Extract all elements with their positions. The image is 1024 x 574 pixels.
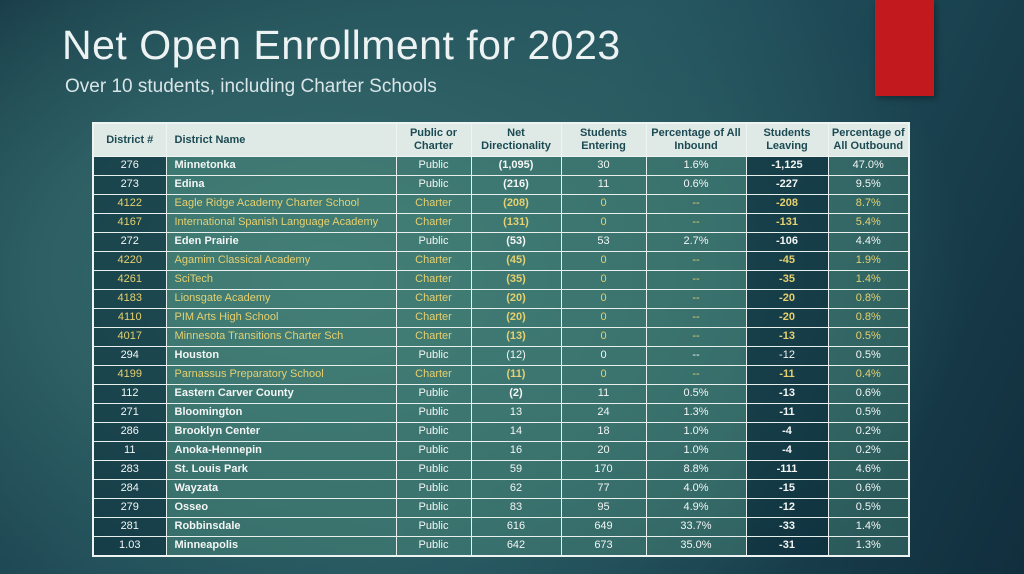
cell-district-name: Eden Prairie	[166, 233, 396, 252]
cell-net-directionality: (45)	[471, 252, 561, 271]
col-header-public-or-charter: Public or Charter	[396, 123, 471, 157]
cell-pct-outbound: 0.2%	[828, 442, 909, 461]
slide-title: Net Open Enrollment for 2023	[62, 22, 621, 68]
cell-public-or-charter: Public	[396, 537, 471, 557]
cell-students-leaving: -33	[746, 518, 828, 537]
cell-district-number: 4122	[93, 195, 166, 214]
cell-net-directionality: 14	[471, 423, 561, 442]
cell-pct-inbound: --	[646, 271, 746, 290]
cell-pct-inbound: --	[646, 214, 746, 233]
cell-students-entering: 0	[561, 214, 646, 233]
cell-district-name: Wayzata	[166, 480, 396, 499]
cell-students-leaving: -106	[746, 233, 828, 252]
cell-students-entering: 0	[561, 252, 646, 271]
cell-students-entering: 0	[561, 347, 646, 366]
cell-students-leaving: -20	[746, 290, 828, 309]
cell-students-leaving: -131	[746, 214, 828, 233]
cell-pct-inbound: 35.0%	[646, 537, 746, 557]
cell-district-name: Anoka-Hennepin	[166, 442, 396, 461]
table-row	[93, 157, 909, 176]
cell-district-number: 286	[93, 423, 166, 442]
cell-students-entering: 11	[561, 176, 646, 195]
cell-students-leaving: -11	[746, 366, 828, 385]
table-row	[93, 252, 909, 271]
cell-pct-outbound: 0.5%	[828, 404, 909, 423]
cell-net-directionality: (11)	[471, 366, 561, 385]
cell-district-name: Robbinsdale	[166, 518, 396, 537]
cell-public-or-charter: Public	[396, 518, 471, 537]
cell-pct-inbound: 2.7%	[646, 233, 746, 252]
table-body	[93, 157, 909, 557]
cell-district-number: 276	[93, 157, 166, 176]
cell-pct-outbound: 1.4%	[828, 271, 909, 290]
cell-district-number: 271	[93, 404, 166, 423]
table-row	[93, 423, 909, 442]
cell-students-leaving: -31	[746, 537, 828, 557]
cell-students-entering: 77	[561, 480, 646, 499]
cell-district-name: Osseo	[166, 499, 396, 518]
table-row	[93, 499, 909, 518]
cell-pct-inbound: --	[646, 252, 746, 271]
cell-district-name: Bloomington	[166, 404, 396, 423]
cell-students-entering: 0	[561, 290, 646, 309]
cell-district-number: 4199	[93, 366, 166, 385]
cell-pct-inbound: --	[646, 347, 746, 366]
cell-students-entering: 18	[561, 423, 646, 442]
cell-net-directionality: (1,095)	[471, 157, 561, 176]
table-row	[93, 385, 909, 404]
cell-pct-inbound: 8.8%	[646, 461, 746, 480]
cell-public-or-charter: Charter	[396, 214, 471, 233]
cell-district-name: Agamim Classical Academy	[166, 252, 396, 271]
cell-students-leaving: -227	[746, 176, 828, 195]
cell-students-leaving: -1,125	[746, 157, 828, 176]
cell-students-entering: 0	[561, 328, 646, 347]
cell-pct-inbound: 4.9%	[646, 499, 746, 518]
cell-net-directionality: (13)	[471, 328, 561, 347]
cell-district-number: 4183	[93, 290, 166, 309]
cell-public-or-charter: Charter	[396, 195, 471, 214]
cell-public-or-charter: Public	[396, 442, 471, 461]
cell-students-leaving: -11	[746, 404, 828, 423]
cell-public-or-charter: Public	[396, 157, 471, 176]
cell-pct-outbound: 0.5%	[828, 328, 909, 347]
cell-net-directionality: 59	[471, 461, 561, 480]
cell-district-number: 283	[93, 461, 166, 480]
enrollment-table	[92, 122, 910, 557]
cell-pct-outbound: 47.0%	[828, 157, 909, 176]
table-row	[93, 195, 909, 214]
table-row	[93, 347, 909, 366]
table-row	[93, 233, 909, 252]
cell-net-directionality: (208)	[471, 195, 561, 214]
cell-district-name: Parnassus Preparatory School	[166, 366, 396, 385]
cell-district-number: 4220	[93, 252, 166, 271]
cell-students-entering: 170	[561, 461, 646, 480]
table-row	[93, 537, 909, 557]
cell-net-directionality: (12)	[471, 347, 561, 366]
cell-public-or-charter: Public	[396, 480, 471, 499]
cell-students-leaving: -35	[746, 271, 828, 290]
cell-pct-inbound: 33.7%	[646, 518, 746, 537]
cell-district-number: 273	[93, 176, 166, 195]
cell-students-entering: 24	[561, 404, 646, 423]
cell-net-directionality: (35)	[471, 271, 561, 290]
table-row	[93, 404, 909, 423]
col-header-district-name: District Name	[166, 123, 396, 157]
cell-pct-inbound: --	[646, 366, 746, 385]
cell-district-number: 281	[93, 518, 166, 537]
col-header-students-entering: Students Entering	[561, 123, 646, 157]
cell-net-directionality: 16	[471, 442, 561, 461]
table-row	[93, 290, 909, 309]
table-row	[93, 366, 909, 385]
cell-public-or-charter: Public	[396, 176, 471, 195]
slide-subtitle: Over 10 students, including Charter Schools	[65, 76, 437, 97]
cell-pct-inbound: 1.0%	[646, 442, 746, 461]
col-header-students-leaving: Students Leaving	[746, 123, 828, 157]
cell-students-leaving: -12	[746, 347, 828, 366]
cell-pct-outbound: 0.6%	[828, 480, 909, 499]
table-row	[93, 480, 909, 499]
cell-pct-outbound: 1.9%	[828, 252, 909, 271]
cell-pct-inbound: --	[646, 195, 746, 214]
cell-district-number: 4017	[93, 328, 166, 347]
cell-net-directionality: (2)	[471, 385, 561, 404]
table-row	[93, 461, 909, 480]
cell-students-entering: 11	[561, 385, 646, 404]
cell-public-or-charter: Charter	[396, 309, 471, 328]
cell-pct-outbound: 4.4%	[828, 233, 909, 252]
cell-students-entering: 0	[561, 271, 646, 290]
cell-pct-inbound: 1.3%	[646, 404, 746, 423]
cell-students-entering: 0	[561, 309, 646, 328]
cell-students-leaving: -4	[746, 423, 828, 442]
cell-students-entering: 0	[561, 366, 646, 385]
cell-district-name: Minneapolis	[166, 537, 396, 557]
cell-students-leaving: -12	[746, 499, 828, 518]
cell-pct-outbound: 5.4%	[828, 214, 909, 233]
cell-pct-outbound: 4.6%	[828, 461, 909, 480]
cell-public-or-charter: Charter	[396, 271, 471, 290]
cell-public-or-charter: Public	[396, 423, 471, 442]
cell-public-or-charter: Charter	[396, 290, 471, 309]
table-row	[93, 309, 909, 328]
cell-public-or-charter: Charter	[396, 366, 471, 385]
cell-students-entering: 0	[561, 195, 646, 214]
cell-public-or-charter: Public	[396, 499, 471, 518]
cell-pct-inbound: --	[646, 309, 746, 328]
cell-students-leaving: -208	[746, 195, 828, 214]
cell-pct-outbound: 9.5%	[828, 176, 909, 195]
cell-students-entering: 20	[561, 442, 646, 461]
table-header-row	[93, 123, 909, 157]
cell-students-leaving: -111	[746, 461, 828, 480]
cell-district-name: Eastern Carver County	[166, 385, 396, 404]
cell-pct-inbound: 0.6%	[646, 176, 746, 195]
cell-students-entering: 95	[561, 499, 646, 518]
cell-district-name: Houston	[166, 347, 396, 366]
cell-net-directionality: (20)	[471, 309, 561, 328]
table-row	[93, 271, 909, 290]
cell-pct-outbound: 0.8%	[828, 309, 909, 328]
cell-net-directionality: (216)	[471, 176, 561, 195]
cell-pct-inbound: 4.0%	[646, 480, 746, 499]
cell-district-name: St. Louis Park	[166, 461, 396, 480]
red-accent-bar	[875, 0, 934, 96]
cell-pct-outbound: 1.4%	[828, 518, 909, 537]
table-row	[93, 176, 909, 195]
cell-pct-inbound: 1.6%	[646, 157, 746, 176]
cell-public-or-charter: Charter	[396, 328, 471, 347]
cell-public-or-charter: Public	[396, 385, 471, 404]
cell-students-leaving: -13	[746, 385, 828, 404]
cell-pct-outbound: 0.2%	[828, 423, 909, 442]
cell-pct-outbound: 8.7%	[828, 195, 909, 214]
cell-students-entering: 649	[561, 518, 646, 537]
cell-pct-outbound: 0.4%	[828, 366, 909, 385]
cell-net-directionality: (131)	[471, 214, 561, 233]
cell-district-name: International Spanish Language Academy	[166, 214, 396, 233]
col-header-pct-inbound: Percentage of All Inbound	[646, 123, 746, 157]
cell-district-name: Eagle Ridge Academy Charter School	[166, 195, 396, 214]
cell-students-leaving: -15	[746, 480, 828, 499]
cell-district-number: 4110	[93, 309, 166, 328]
cell-pct-outbound: 0.5%	[828, 499, 909, 518]
cell-net-directionality: 642	[471, 537, 561, 557]
cell-district-name: SciTech	[166, 271, 396, 290]
cell-public-or-charter: Charter	[396, 252, 471, 271]
cell-net-directionality: 83	[471, 499, 561, 518]
col-header-net-directionality: Net Directionality	[471, 123, 561, 157]
cell-pct-outbound: 0.6%	[828, 385, 909, 404]
table-row	[93, 442, 909, 461]
cell-public-or-charter: Public	[396, 461, 471, 480]
cell-pct-inbound: 0.5%	[646, 385, 746, 404]
cell-students-leaving: -4	[746, 442, 828, 461]
cell-net-directionality: (53)	[471, 233, 561, 252]
cell-district-name: Minnesota Transitions Charter Sch	[166, 328, 396, 347]
cell-district-name: PIM Arts High School	[166, 309, 396, 328]
cell-public-or-charter: Public	[396, 233, 471, 252]
cell-pct-outbound: 0.5%	[828, 347, 909, 366]
cell-students-entering: 53	[561, 233, 646, 252]
cell-district-number: 294	[93, 347, 166, 366]
cell-pct-inbound: --	[646, 328, 746, 347]
cell-students-entering: 30	[561, 157, 646, 176]
col-header-pct-outbound: Percentage of All Outbound	[828, 123, 909, 157]
cell-district-name: Brooklyn Center	[166, 423, 396, 442]
cell-district-number: 11	[93, 442, 166, 461]
cell-public-or-charter: Public	[396, 347, 471, 366]
cell-district-number: 4261	[93, 271, 166, 290]
cell-net-directionality: (20)	[471, 290, 561, 309]
cell-students-leaving: -20	[746, 309, 828, 328]
cell-students-leaving: -45	[746, 252, 828, 271]
cell-district-number: 112	[93, 385, 166, 404]
table-row	[93, 518, 909, 537]
table-row	[93, 328, 909, 347]
cell-pct-inbound: 1.0%	[646, 423, 746, 442]
cell-district-number: 1.03	[93, 537, 166, 557]
cell-public-or-charter: Public	[396, 404, 471, 423]
cell-district-name: Lionsgate Academy	[166, 290, 396, 309]
cell-students-leaving: -13	[746, 328, 828, 347]
cell-net-directionality: 13	[471, 404, 561, 423]
cell-students-entering: 673	[561, 537, 646, 557]
cell-district-number: 4167	[93, 214, 166, 233]
cell-district-number: 284	[93, 480, 166, 499]
table-row	[93, 214, 909, 233]
cell-net-directionality: 62	[471, 480, 561, 499]
cell-district-name: Edina	[166, 176, 396, 195]
cell-pct-inbound: --	[646, 290, 746, 309]
cell-net-directionality: 616	[471, 518, 561, 537]
cell-district-number: 272	[93, 233, 166, 252]
col-header-district-number: District #	[93, 123, 166, 157]
cell-district-number: 279	[93, 499, 166, 518]
cell-district-name: Minnetonka	[166, 157, 396, 176]
cell-pct-outbound: 1.3%	[828, 537, 909, 557]
cell-pct-outbound: 0.8%	[828, 290, 909, 309]
